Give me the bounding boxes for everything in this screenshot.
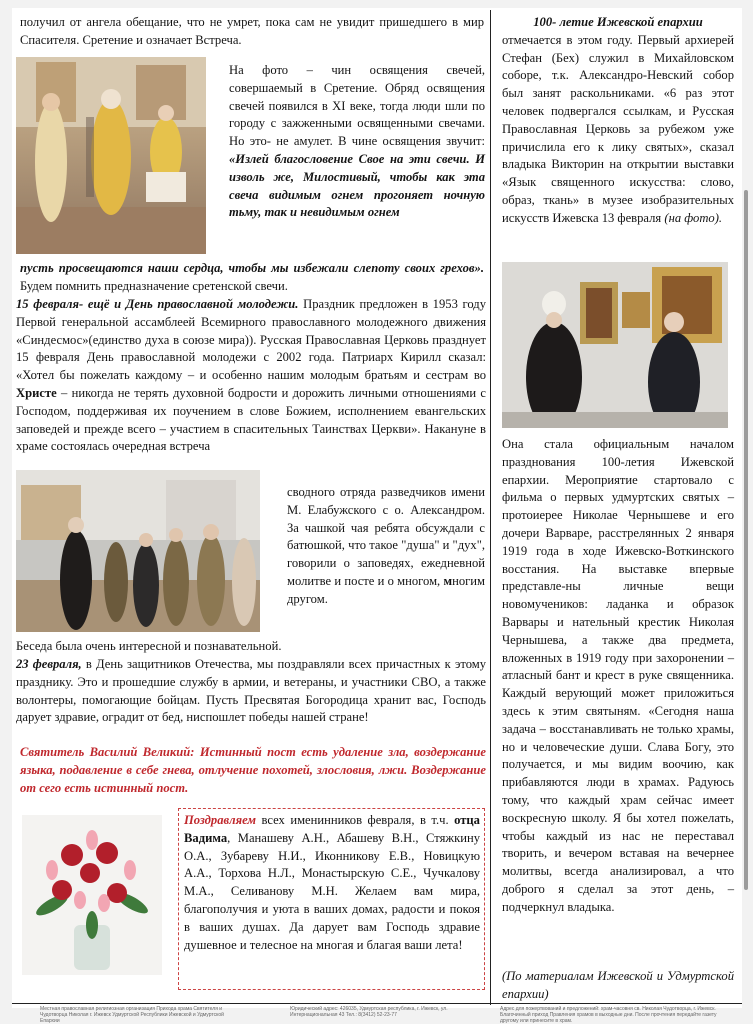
youth-day-heading: 15 февраля- ещё и День православной молодежи. (16, 297, 299, 311)
prayer-note: Будем помнить предназначение сретенской свечи. (20, 278, 288, 293)
scouts-text-end: ногим другом. (287, 573, 485, 606)
footer-publisher: Местная православная религиозная организация Прихода храма Святителя и Чудотворца Николая г. Ижевск Удмуртской Республики Ижевской и Удмуртской Епархии (40, 1006, 224, 1024)
father-name: отца Вадима (184, 813, 480, 845)
source-note: (По материалам Ижевской и Удмуртской епархии) (502, 969, 734, 1001)
prayer-text-end: пусть просвещаются наши сердца, чтобы мы избежали слепоту своих грехов». (20, 261, 484, 275)
intro-paragraph: получил от ангела обещание, что не умрет, пока сам не увидит пришедшего в мир Спасителя. Сретение и означает Встреча. (20, 15, 484, 47)
exhibition-opening-photo (502, 262, 728, 428)
eparchy-paragraph (502, 14, 734, 228)
eparchy-text: отмечается в этом году. Первый архиерей Стефан (Бех) служил в Михайловском соборе, т.к. Александро-Невский собор был занят раскольниками. «6 раз этот человек подвергался ссылкам, и Русская Православная Церковь за рубежом уже причислила его к лику святых», сказал владыка Викторин на открытии выставки «Язык священного искусства: слово, образ, ткань» в музее изобразительных искусств Ижевска 13 февраля (502, 32, 734, 225)
footer-address: Юридический адрес: 426035, Удмуртская республика, г. Ижевск, ул. Интернациональная 43 Тел.: 8(3412) 52-23-77 (290, 1006, 448, 1018)
scrollbar[interactable] (744, 190, 748, 890)
name-day-greeting (184, 812, 480, 954)
exhibition-paragraph: Она стала официальным началом празднования 100-летия Ижевской епархии. Мероприятие стартовало с фильма о первых удмуртских святых – протоиерее Николае Чернышеве и его дочери Варваре, расстрелянных 2 января 1919 года в ходе Ижевско-Воткинского восстания. На выставке впервые представле-ны личные вещи новомучеников: ладанка и образок Варвары и нательный крестик Николая Чернышева, а также два предмета, вложенных в 1919 году при захоронении – атласный бант и крест в руке священника. Каждый верующий может приложиться здесь к этим святыням. «Сегодня наша задача – восстанавливать не только храмы, но и человеческие души. Слава Богу, это получается, и мы видим воочию, как прибавляются люди в храмах. Радуюсь тому, что каждый храм сейчас имеет воскресную школу. Я бы хотел пожелать, чтобы каждый из нас не переставал творить, и вечером вставая на вечернее молитвы, всегда анализировал, а что доброго я сделал за этот день, – подчеркнул владыка. (502, 437, 734, 914)
greeting-word: Поздравляем (184, 813, 256, 827)
youth-day-text-2: – никогда не терять духовной бодрости и дорожить личными отношениями с Господом, поддерживая их поучением в слове Божием, исполнением евангельских заповедей и прежде всего – участием в спасительных Таинствах Церкви». Накануне в храме состоялась очередная встреча (16, 385, 486, 454)
footer-donations: Адрес для пожертвований и предложений: храм-часовня св. Николая Чудотворца, г. Ижевск. Благочинный приход Правления храмов в выходные дни. После прочтения передайте газету другому или принесите в храм. (500, 1006, 717, 1024)
candle-blessing-photo (16, 57, 206, 254)
basil-quote: Святитель Василий Великий: Истинный пост есть удаление зла, воздержание языка, подавление в себе гнева, отлучение похотей, злословия, лжи. Воздержание от сего есть истинный пост. (20, 745, 486, 795)
scouts-text: сводного отряда разведчиков имени М. Елабужского с о. Александром. За чашкой чая ребята обсуждали с батюшкой, что такое "душа" и "дух", говорили о заповедях, ежедневной молитве и посте и о многом, (287, 485, 485, 588)
defenders-day-text: в День защитников Отечества, мы поздравляли всех причастных к этому празднику. Это и прошедшие службу в армии, и ветераны, и участники СВО, а также волонтеры, помогающие бойцам. Пусть Пресвятая Богородица хранит вас, Господь дарует здравие, оградит от бед, ниспошлет победы нашей стране! (16, 657, 487, 725)
prayer-text: «Излей благословение Свое на эти свечи. И изволь же, Милостивый, чтобы как эта свеча видимым огнем прогоняет ночную тьму, так и невидимым огнем (229, 151, 485, 220)
conversation-line: Беседа была очень интересной и познавательной. (16, 639, 282, 653)
scouts-letter: м (443, 573, 453, 588)
on-photo-note: (на фото). (664, 210, 723, 225)
defenders-day-paragraph (16, 656, 486, 727)
photo-caption (229, 62, 485, 222)
greeting-names: , Манашеву А.Н., Абашеву В.Н., Стяжкину О.А., Зубареву Н.И., Иконникову Е.В., Новицкую А.А., Торхова Н.Л., Монастырскую С.Е., Чучкалову М.А., Селиванову М.Н. Желаем вам мира, благополучия и уюта в ваших домах, радости и покоя в ваших душах. Да дарует вам Господь здравие душевное и телесное на многая и благая ваши лета! (184, 830, 480, 952)
scouts-paragraph (287, 484, 485, 609)
caption-text: На фото – чин освящения свечей, совершаемый в Сретение. Обряд освящения свечей появился в XI веке, тогда люди шли по городу с зажженными освященными свечами. Но это- не амулет. В чине освящения звучит: (229, 63, 485, 149)
bouquet-photo (22, 815, 162, 975)
greeting-text: всех именинников февраля, в т.ч. (261, 813, 449, 827)
youth-day-text: Праздник предложен в 1953 году Первой генеральной ассамблеей Всемирного православного молодежного движения «Синдесмос»(единство духа в союзе мира)). Русская Православная Церковь празднует 15 февраля День православной молодежи с 2002 года. Патриарх Кирилл сказал: «Хотел бы пожелать каждому – и особенно нашим молодым братьям и сестрам во (16, 297, 486, 383)
christ-word: Христе (16, 385, 57, 400)
youth-day-paragraph (16, 296, 486, 456)
scouts-meeting-photo (16, 470, 260, 632)
column-divider (490, 10, 491, 1005)
prayer-ending (20, 260, 484, 296)
defenders-day-date: 23 февраля, (16, 657, 82, 671)
eparchy-heading: 100- летие Ижевской епархии (533, 15, 703, 29)
